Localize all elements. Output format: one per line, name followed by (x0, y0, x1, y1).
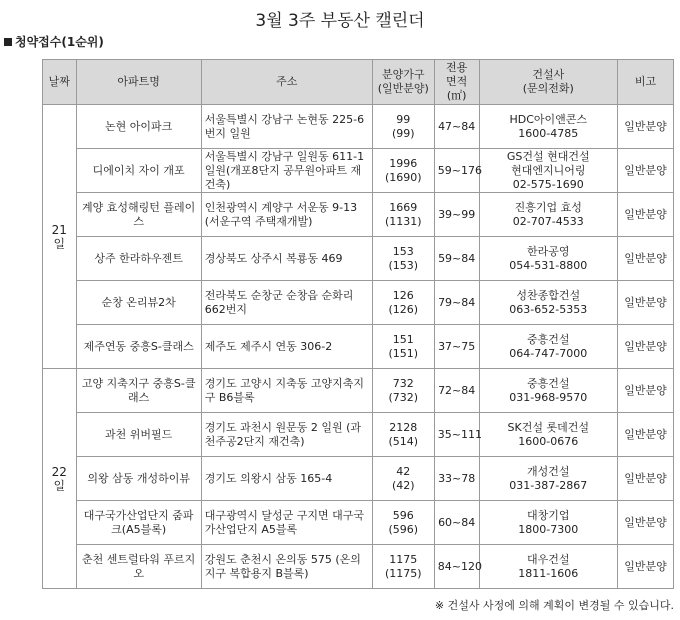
table-row (43, 193, 674, 237)
builder-line: 대우건설 (527, 552, 570, 566)
units-total: 2128 (389, 420, 418, 434)
apt-name-cell: 대구국가산업단지 줌파크(A5블록) (76, 501, 201, 545)
note-cell: 일반분양 (617, 193, 673, 237)
units-cell (372, 545, 434, 589)
builder-line: 02-707-4533 (512, 214, 584, 228)
table-row (43, 545, 674, 589)
note-cell: 일반분양 (617, 105, 673, 149)
builder-cell (479, 457, 617, 501)
note-cell: 일반분양 (617, 413, 673, 457)
builder-cell (479, 325, 617, 369)
area-cell: 35~111 (434, 413, 479, 457)
builder-line: HDC아이앤콘스 (509, 112, 588, 126)
apt-name-cell: 순창 온리뷰2차 (76, 281, 201, 325)
area-cell: 33~78 (434, 457, 479, 501)
units-general: (99) (391, 126, 415, 140)
address-cell: 경상북도 상주시 복룡동 469 (201, 237, 372, 281)
builder-cell (479, 281, 617, 325)
header-area (434, 60, 479, 105)
units-general: (732) (388, 390, 419, 404)
units-general: (596) (388, 522, 419, 536)
address-cell: 경기도 의왕시 삼동 165-4 (201, 457, 372, 501)
date-cell: 21일 (43, 105, 77, 369)
note-cell: 일반분양 (617, 545, 673, 589)
table-row (43, 413, 674, 457)
header-builder-line1: 건설사 (532, 68, 565, 81)
subscription-table (42, 59, 674, 589)
table-row (43, 149, 674, 193)
date-cell: 22일 (43, 369, 77, 589)
table-header-row (43, 60, 674, 105)
units-total: 1175 (389, 552, 418, 566)
header-date: 날짜 (43, 60, 77, 105)
units-cell (372, 501, 434, 545)
builder-line: 중흥건설 (527, 376, 570, 390)
units-total: 42 (396, 464, 411, 478)
table-body (43, 105, 674, 589)
builder-line: 한라공영 (527, 244, 570, 258)
builder-line: GS건설 현대건설 (506, 149, 590, 163)
builder-cell (479, 369, 617, 413)
builder-cell (479, 545, 617, 589)
address-cell: 강원도 춘천시 온의동 575 (온의지구 복합용지 B블록) (201, 545, 372, 589)
apt-name-cell: 제주연동 중흥S-클래스 (76, 325, 201, 369)
units-general: (42) (391, 478, 415, 492)
section-label: 청약접수(1순위) (15, 35, 104, 49)
area-cell: 79~84 (434, 281, 479, 325)
apt-name-cell: 디에이치 자이 개포 (76, 149, 201, 193)
units-general: (514) (388, 434, 419, 448)
builder-line: 성찬종합건설 (516, 288, 581, 302)
area-cell: 37~75 (434, 325, 479, 369)
units-total: 151 (392, 332, 414, 346)
units-cell (372, 281, 434, 325)
builder-line: 1800-7300 (518, 522, 579, 536)
area-cell: 72~84 (434, 369, 479, 413)
table-row (43, 457, 674, 501)
builder-line: 중흥건설 (527, 332, 570, 346)
note-cell: 일반분양 (617, 237, 673, 281)
header-note: 비고 (617, 60, 673, 105)
address-cell: 대구광역시 달성군 구지면 대구국가산업단지 A5블록 (201, 501, 372, 545)
address-cell: 제주도 제주시 연동 306-2 (201, 325, 372, 369)
apt-name-cell: 논현 아이파크 (76, 105, 201, 149)
builder-cell (479, 237, 617, 281)
apt-name-cell: 상주 한라하우젠트 (76, 237, 201, 281)
header-builder (479, 60, 617, 105)
units-cell (372, 149, 434, 193)
builder-line: 1600-0676 (518, 434, 579, 448)
apt-name-cell: 과천 위버필드 (76, 413, 201, 457)
units-total: 1669 (389, 200, 418, 214)
builder-line: 대창기업 (527, 508, 570, 522)
header-units (372, 60, 434, 105)
header-area-line1: 전용 (446, 61, 468, 74)
builder-cell (479, 193, 617, 237)
builder-line: SK건설 롯데건설 (507, 420, 589, 434)
address-cell: 서울특별시 강남구 논현동 225-6번지 일원 (201, 105, 372, 149)
apt-name-cell: 고양 지축지구 중흥S-클래스 (76, 369, 201, 413)
units-general: (1690) (384, 170, 422, 184)
header-address: 주소 (201, 60, 372, 105)
area-cell: 39~99 (434, 193, 479, 237)
table-row (43, 237, 674, 281)
footnote: ※ 건설사 사정에 의해 계획이 변경될 수 있습니다. (434, 599, 674, 612)
units-cell (372, 413, 434, 457)
header-area-line3: (㎡) (446, 89, 467, 102)
units-total: 99 (396, 112, 411, 126)
header-area-line2: 면적 (446, 75, 468, 88)
table-row (43, 501, 674, 545)
units-general: (1131) (384, 214, 422, 228)
note-cell: 일반분양 (617, 149, 673, 193)
address-cell: 경기도 과천시 원문동 2 일원 (과천주공2단지 재건축) (201, 413, 372, 457)
apt-name-cell: 춘천 센트럴타워 푸르지오 (76, 545, 201, 589)
area-cell: 60~84 (434, 501, 479, 545)
area-cell: 59~84 (434, 237, 479, 281)
address-cell: 서울특별시 강남구 일원동 611-1 일원(개포8단지 공무원아파트 재건축) (201, 149, 372, 193)
builder-cell (479, 413, 617, 457)
note-cell: 일반분양 (617, 369, 673, 413)
note-cell: 일반분양 (617, 501, 673, 545)
area-cell: 84~120 (434, 545, 479, 589)
apt-name-cell: 의왕 삼동 개성하이뷰 (76, 457, 201, 501)
table-row (43, 369, 674, 413)
header-units-line1: 분양가구 (382, 68, 425, 81)
address-cell: 경기도 고양시 지축동 고양지축지구 B6블록 (201, 369, 372, 413)
builder-cell (479, 105, 617, 149)
builder-line: 031-968-9570 (509, 390, 588, 404)
units-general: (126) (388, 302, 419, 316)
units-total: 596 (392, 508, 414, 522)
units-cell (372, 193, 434, 237)
builder-cell (479, 149, 617, 193)
units-cell (372, 369, 434, 413)
section-heading (4, 33, 104, 50)
builder-line: 064-747-7000 (509, 346, 588, 360)
header-apt: 아파트명 (76, 60, 201, 105)
area-cell: 59~176 (434, 149, 479, 193)
note-cell: 일반분양 (617, 325, 673, 369)
units-cell (372, 457, 434, 501)
units-cell (372, 237, 434, 281)
builder-line: 1600-4785 (518, 126, 579, 140)
units-general: (153) (388, 258, 419, 272)
table-row (43, 325, 674, 369)
builder-cell (479, 501, 617, 545)
units-total: 126 (392, 288, 414, 302)
units-total: 153 (392, 244, 414, 258)
builder-line: 02-575-1690 (512, 177, 584, 191)
units-general: (1175) (384, 566, 422, 580)
builder-line: 054-531-8800 (509, 258, 588, 272)
area-cell: 47~84 (434, 105, 479, 149)
builder-line: 현대엔지니어링 (511, 163, 586, 177)
builder-line: 063-652-5353 (509, 302, 588, 316)
apt-name-cell: 계양 효성해링턴 플레이스 (76, 193, 201, 237)
builder-line: 진흥기업 효성 (514, 200, 582, 214)
builder-line: 1811-1606 (518, 566, 579, 580)
units-cell (372, 325, 434, 369)
note-cell: 일반분양 (617, 457, 673, 501)
units-cell (372, 105, 434, 149)
units-total: 732 (392, 376, 414, 390)
table-row (43, 105, 674, 149)
header-units-line2: (일반분양) (377, 82, 429, 95)
units-total: 1996 (389, 156, 418, 170)
address-cell: 전라북도 순창군 순창읍 순화리 662번지 (201, 281, 372, 325)
header-builder-line2: (문의전화) (522, 82, 574, 95)
note-cell: 일반분양 (617, 281, 673, 325)
address-cell: 인천광역시 계양구 서운동 9-13 (서운구역 주택재개발) (201, 193, 372, 237)
table-row (43, 281, 674, 325)
units-general: (151) (388, 346, 419, 360)
page-title: 3월 3주 부동산 캘린더 (255, 11, 425, 31)
builder-line: 031-387-2867 (509, 478, 588, 492)
square-bullet-icon (4, 38, 12, 46)
builder-line: 개성건설 (527, 464, 570, 478)
